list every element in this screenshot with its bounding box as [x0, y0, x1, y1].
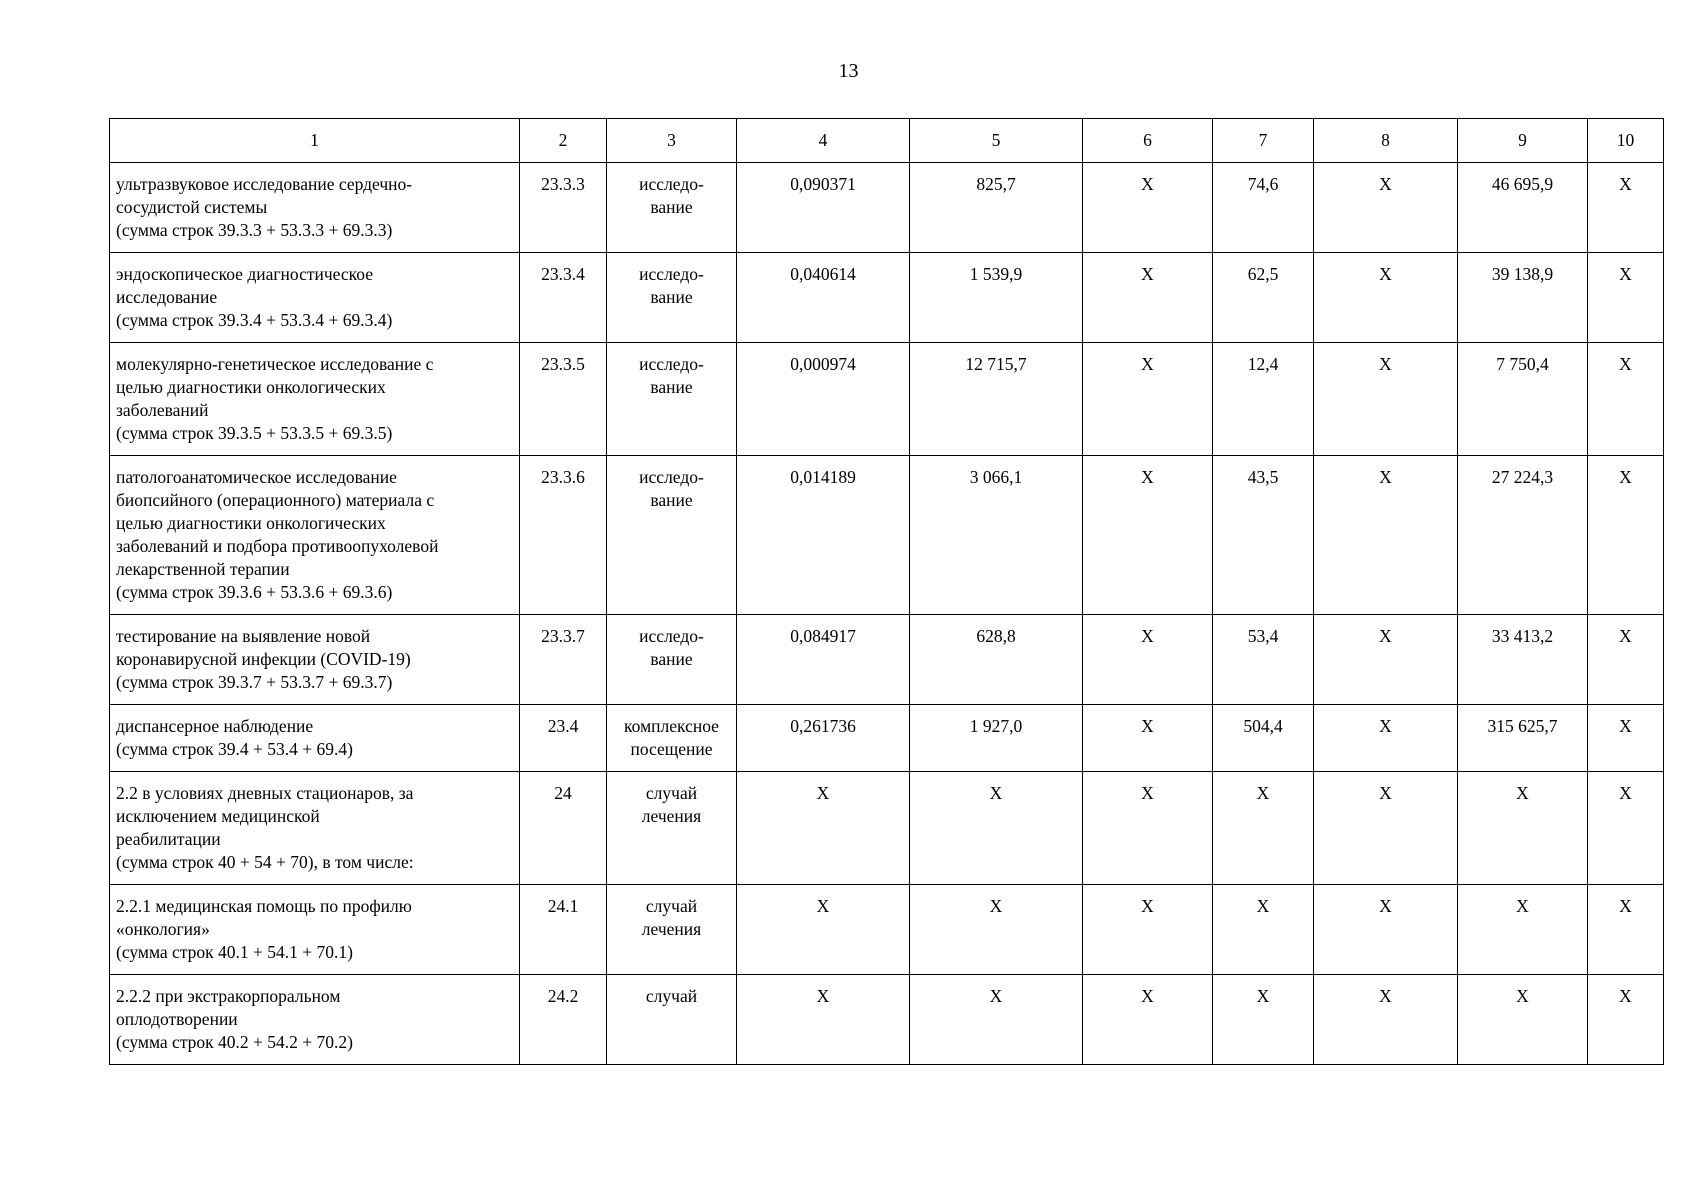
row-value-cell-5: X — [910, 772, 1083, 885]
table-row — [110, 975, 1664, 1065]
row-unit-cell — [607, 253, 737, 343]
row-name-line: биопсийного (операционного) материала с — [116, 490, 435, 510]
row-unit-cell — [607, 615, 737, 705]
row-name-line: заболеваний — [116, 400, 209, 420]
row-value-cell-5: 3 066,1 — [910, 456, 1083, 615]
row-name-line: (сумма строк 39.3.5 + 53.3.5 + 69.3.5) — [116, 423, 393, 443]
page-number: 13 — [838, 60, 859, 82]
column-header-5: 5 — [910, 119, 1083, 163]
row-name-line: реабилитации — [116, 829, 221, 849]
row-value-cell-4: X — [737, 885, 910, 975]
row-unit-line: исследо- — [639, 174, 704, 194]
row-value-cell-5: 1 539,9 — [910, 253, 1083, 343]
row-name-line: исключением медицинской — [116, 806, 320, 826]
row-code-cell: 23.3.3 — [520, 163, 607, 253]
row-value-cell-6: X — [1083, 885, 1213, 975]
row-name-line: патологоанатомическое исследование — [116, 467, 397, 487]
column-header-10: 10 — [1588, 119, 1664, 163]
row-value-cell-7: 53,4 — [1213, 615, 1314, 705]
row-unit-line: исследо- — [639, 264, 704, 284]
row-name-line: (сумма строк 39.3.4 + 53.3.4 + 69.3.4) — [116, 310, 393, 330]
row-unit-line: посещение — [630, 739, 713, 759]
row-code-cell: 23.3.7 — [520, 615, 607, 705]
row-unit-cell — [607, 705, 737, 772]
row-value-cell-5: 12 715,7 — [910, 343, 1083, 456]
row-value-cell-5: X — [910, 975, 1083, 1065]
row-code-cell: 24 — [520, 772, 607, 885]
row-name-line: 2.2.1 медицинская помощь по профилю — [116, 896, 412, 916]
row-unit-cell — [607, 163, 737, 253]
row-name-line: (сумма строк 39.3.3 + 53.3.3 + 69.3.3) — [116, 220, 393, 240]
table-row — [110, 163, 1664, 253]
table-row — [110, 456, 1664, 615]
row-code-cell: 23.3.4 — [520, 253, 607, 343]
row-value-cell-4: 0,014189 — [737, 456, 910, 615]
row-value-cell-6: X — [1083, 253, 1213, 343]
row-value-cell-10: X — [1588, 975, 1664, 1065]
row-name-line: тестирование на выявление новой — [116, 626, 371, 646]
row-code-cell: 24.2 — [520, 975, 607, 1065]
row-unit-line: исследо- — [639, 626, 704, 646]
row-value-cell-7: X — [1213, 772, 1314, 885]
table-row — [110, 705, 1664, 772]
row-name-line: (сумма строк 39.4 + 53.4 + 69.4) — [116, 739, 354, 759]
row-name-cell — [110, 885, 520, 975]
row-name-cell — [110, 615, 520, 705]
row-value-cell-8: X — [1314, 615, 1458, 705]
row-value-cell-6: X — [1083, 615, 1213, 705]
row-name-line: лекарственной терапии — [116, 559, 290, 579]
column-header-8: 8 — [1314, 119, 1458, 163]
row-name-line: (сумма строк 39.3.6 + 53.3.6 + 69.3.6) — [116, 582, 393, 602]
table-row — [110, 253, 1664, 343]
row-value-cell-9: X — [1458, 975, 1588, 1065]
row-unit-line: вание — [650, 649, 693, 669]
row-value-cell-8: X — [1314, 253, 1458, 343]
row-name-line: целью диагностики онкологических — [116, 377, 386, 397]
row-name-line: (сумма строк 40.2 + 54.2 + 70.2) — [116, 1032, 354, 1052]
row-value-cell-7: X — [1213, 885, 1314, 975]
row-unit-cell — [607, 456, 737, 615]
column-header-2: 2 — [520, 119, 607, 163]
row-name-cell — [110, 772, 520, 885]
row-value-cell-9: X — [1458, 885, 1588, 975]
row-name-line: 2.2.2 при экстракорпоральном — [116, 986, 341, 1006]
row-value-cell-10: X — [1588, 253, 1664, 343]
row-value-cell-4: X — [737, 772, 910, 885]
row-value-cell-5: 1 927,0 — [910, 705, 1083, 772]
row-value-cell-6: X — [1083, 163, 1213, 253]
row-value-cell-10: X — [1588, 343, 1664, 456]
row-unit-line: случай — [645, 896, 698, 916]
row-code-cell: 24.1 — [520, 885, 607, 975]
column-header-3: 3 — [607, 119, 737, 163]
row-unit-line: вание — [650, 377, 693, 397]
row-unit-line: случай — [645, 783, 698, 803]
row-name-cell — [110, 343, 520, 456]
row-value-cell-8: X — [1314, 163, 1458, 253]
row-name-cell — [110, 253, 520, 343]
row-name-line: молекулярно-генетическое исследование с — [116, 354, 434, 374]
row-name-line: оплодотворении — [116, 1009, 238, 1029]
row-unit-line: исследо- — [639, 467, 704, 487]
row-value-cell-8: X — [1314, 456, 1458, 615]
row-value-cell-4: 0,084917 — [737, 615, 910, 705]
row-value-cell-9: 27 224,3 — [1458, 456, 1588, 615]
row-name-cell — [110, 975, 520, 1065]
row-value-cell-10: X — [1588, 456, 1664, 615]
row-value-cell-6: X — [1083, 343, 1213, 456]
row-value-cell-5: 825,7 — [910, 163, 1083, 253]
row-value-cell-5: 628,8 — [910, 615, 1083, 705]
row-name-line: (сумма строк 39.3.7 + 53.3.7 + 69.3.7) — [116, 672, 393, 692]
row-code-cell: 23.3.5 — [520, 343, 607, 456]
row-unit-cell — [607, 975, 737, 1065]
row-unit-line: вание — [650, 197, 693, 217]
row-unit-line: лечения — [641, 806, 702, 826]
row-name-line: заболеваний и подбора противоопухолевой — [116, 536, 439, 556]
row-value-cell-8: X — [1314, 343, 1458, 456]
row-value-cell-9: 33 413,2 — [1458, 615, 1588, 705]
data-table — [109, 118, 1664, 1065]
row-name-line: целью диагностики онкологических — [116, 513, 386, 533]
row-value-cell-10: X — [1588, 705, 1664, 772]
row-value-cell-6: X — [1083, 705, 1213, 772]
row-name-line: (сумма строк 40 + 54 + 70), в том числе: — [116, 852, 414, 872]
row-name-cell — [110, 163, 520, 253]
row-value-cell-10: X — [1588, 772, 1664, 885]
row-value-cell-7: X — [1213, 975, 1314, 1065]
row-value-cell-7: 43,5 — [1213, 456, 1314, 615]
column-header-7: 7 — [1213, 119, 1314, 163]
row-name-line: коронавирусной инфекции (COVID-19) — [116, 649, 411, 669]
row-value-cell-9: 7 750,4 — [1458, 343, 1588, 456]
row-name-line: ультразвуковое исследование сердечно- — [116, 174, 413, 194]
row-value-cell-4: 0,040614 — [737, 253, 910, 343]
row-value-cell-7: 12,4 — [1213, 343, 1314, 456]
row-value-cell-5: X — [910, 885, 1083, 975]
row-value-cell-4: 0,000974 — [737, 343, 910, 456]
row-name-cell — [110, 456, 520, 615]
row-value-cell-9: X — [1458, 772, 1588, 885]
row-unit-line: случай — [645, 986, 698, 1006]
row-name-line: сосудистой системы — [116, 197, 268, 217]
row-code-cell: 23.3.6 — [520, 456, 607, 615]
row-value-cell-7: 62,5 — [1213, 253, 1314, 343]
row-value-cell-7: 74,6 — [1213, 163, 1314, 253]
row-value-cell-4: X — [737, 975, 910, 1065]
table-row — [110, 885, 1664, 975]
row-value-cell-6: X — [1083, 456, 1213, 615]
row-unit-line: комплексное — [624, 716, 719, 736]
column-header-6: 6 — [1083, 119, 1213, 163]
row-value-cell-8: X — [1314, 705, 1458, 772]
table-body — [110, 163, 1664, 1065]
table-row — [110, 615, 1664, 705]
row-value-cell-9: 39 138,9 — [1458, 253, 1588, 343]
row-value-cell-10: X — [1588, 615, 1664, 705]
row-value-cell-4: 0,261736 — [737, 705, 910, 772]
row-name-line: эндоскопическое диагностическое — [116, 264, 373, 284]
row-unit-line: вание — [650, 287, 693, 307]
header-row — [110, 119, 1664, 163]
row-value-cell-8: X — [1314, 975, 1458, 1065]
row-unit-line: лечения — [641, 919, 702, 939]
row-name-line: 2.2 в условиях дневных стационаров, за — [116, 783, 414, 803]
row-value-cell-10: X — [1588, 163, 1664, 253]
row-value-cell-9: 46 695,9 — [1458, 163, 1588, 253]
table-row — [110, 343, 1664, 456]
row-name-line: (сумма строк 40.1 + 54.1 + 70.1) — [116, 942, 354, 962]
row-code-cell: 23.4 — [520, 705, 607, 772]
table-row — [110, 772, 1664, 885]
row-value-cell-8: X — [1314, 885, 1458, 975]
row-value-cell-6: X — [1083, 975, 1213, 1065]
row-unit-line: исследо- — [639, 354, 704, 374]
column-header-9: 9 — [1458, 119, 1588, 163]
row-value-cell-7: 504,4 — [1213, 705, 1314, 772]
row-name-line: исследование — [116, 287, 218, 307]
column-header-1: 1 — [110, 119, 520, 163]
row-unit-cell — [607, 885, 737, 975]
row-value-cell-10: X — [1588, 885, 1664, 975]
row-unit-line: вание — [650, 490, 693, 510]
row-name-line: «онкология» — [116, 919, 210, 939]
row-value-cell-8: X — [1314, 772, 1458, 885]
row-name-line: диспансерное наблюдение — [116, 716, 314, 736]
row-unit-cell — [607, 343, 737, 456]
row-value-cell-9: 315 625,7 — [1458, 705, 1588, 772]
row-value-cell-4: 0,090371 — [737, 163, 910, 253]
row-value-cell-6: X — [1083, 772, 1213, 885]
row-unit-cell — [607, 772, 737, 885]
row-name-cell — [110, 705, 520, 772]
column-header-4: 4 — [737, 119, 910, 163]
